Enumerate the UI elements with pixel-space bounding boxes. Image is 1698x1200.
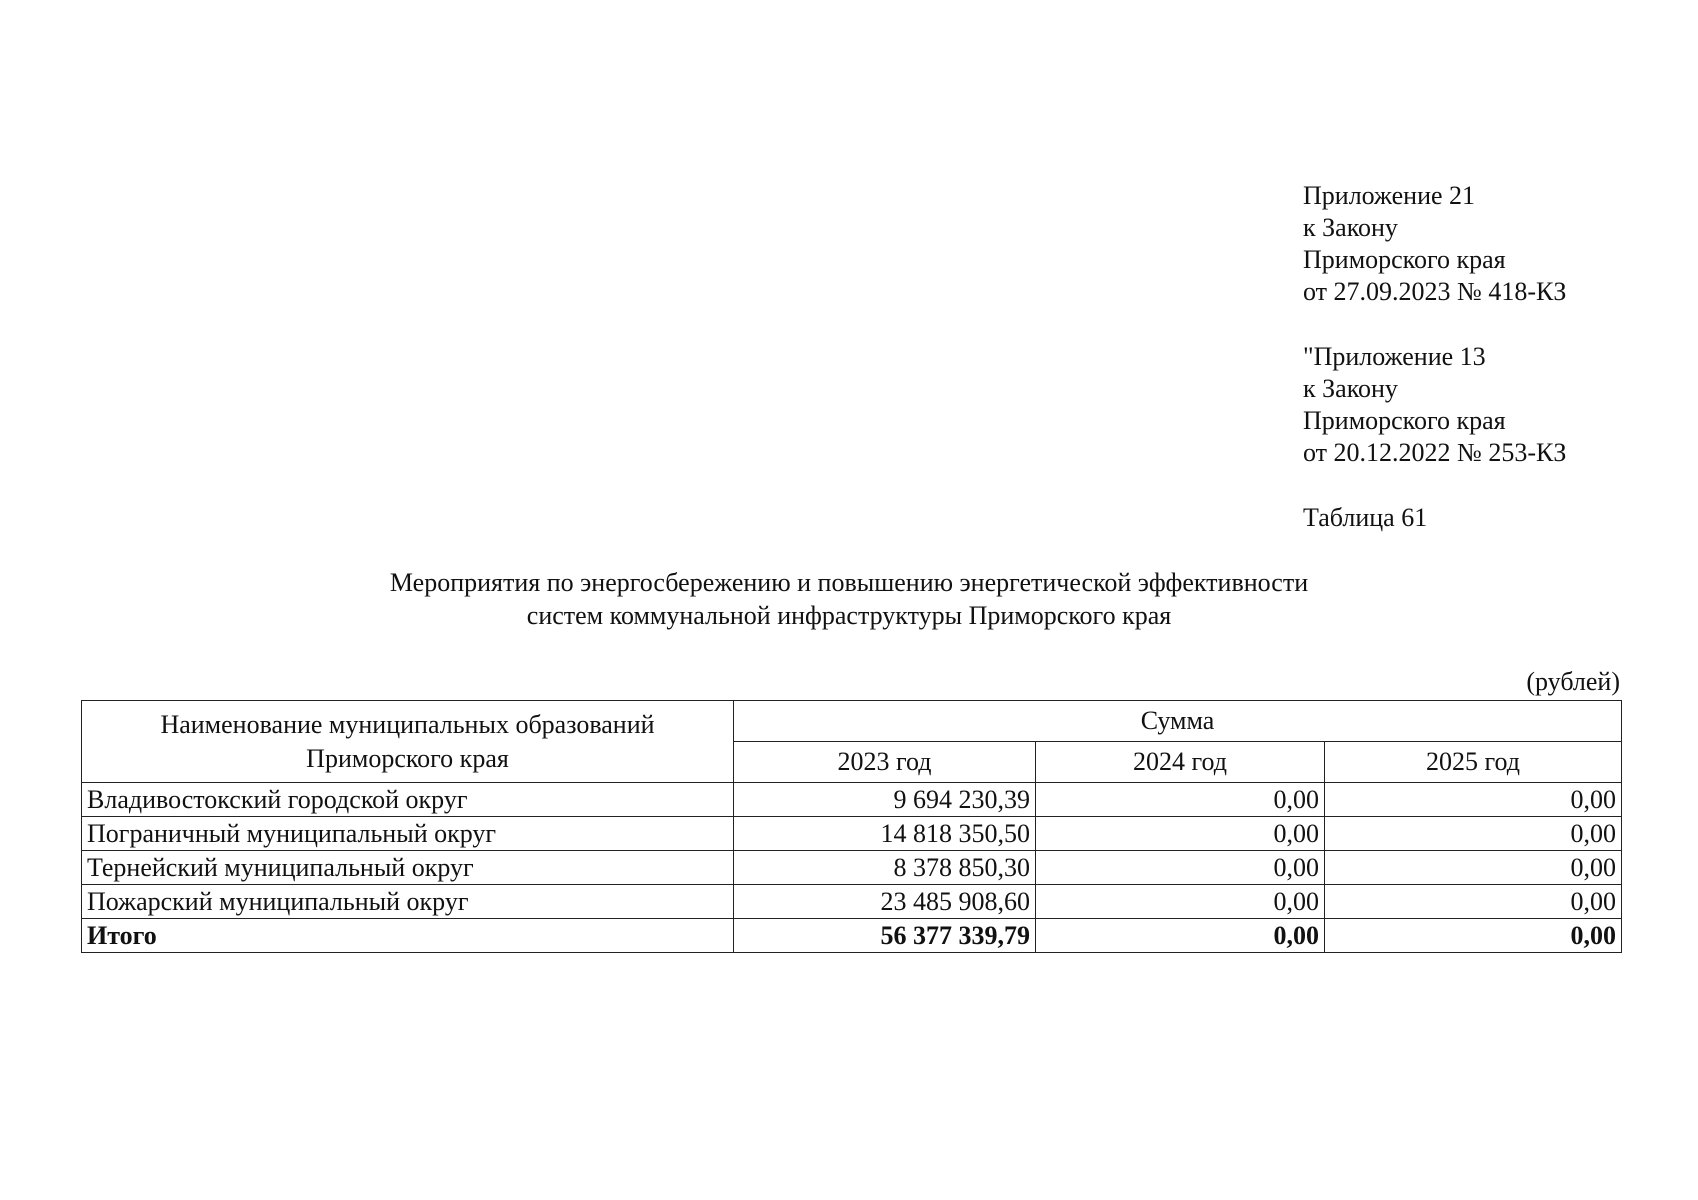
total-label: Итого xyxy=(82,919,734,953)
total-2024: 0,00 xyxy=(1036,919,1325,953)
municipality-name: Владивостокский городской округ xyxy=(82,783,734,817)
amount-2024: 0,00 xyxy=(1036,817,1325,851)
amount-2023: 8 378 850,30 xyxy=(734,851,1036,885)
amount-2025: 0,00 xyxy=(1325,783,1622,817)
document-title-line: Мероприятия по энергосбережению и повышению энергетической эффективности xyxy=(389,568,1309,597)
amount-2025: 0,00 xyxy=(1325,851,1622,885)
appendix-line: Приморского края xyxy=(1303,406,1506,435)
table-number: Таблица 61 xyxy=(1303,503,1428,532)
total-2025: 0,00 xyxy=(1325,919,1622,953)
appendix-line: Приложение 21 xyxy=(1303,181,1476,210)
amount-2024: 0,00 xyxy=(1036,783,1325,817)
table-row xyxy=(82,817,1622,851)
column-header-2025: 2025 год xyxy=(1325,742,1622,783)
amount-2025: 0,00 xyxy=(1325,885,1622,919)
table-row xyxy=(82,885,1622,919)
column-header-2023: 2023 год xyxy=(734,742,1036,783)
amount-2024: 0,00 xyxy=(1036,851,1325,885)
appendix-line: к Закону xyxy=(1303,213,1398,242)
appendix-line: от 20.12.2022 № 253-КЗ xyxy=(1303,438,1567,467)
municipality-name: Тернейский муниципальный округ xyxy=(82,851,734,885)
table-row xyxy=(82,851,1622,885)
total-2023: 56 377 339,79 xyxy=(734,919,1036,953)
amount-2024: 0,00 xyxy=(1036,885,1325,919)
document-title xyxy=(0,566,1698,632)
appendix-line: от 27.09.2023 № 418-КЗ xyxy=(1303,277,1567,306)
appendix-line: к Закону xyxy=(1303,374,1398,403)
document-title-line: систем коммунальной инфраструктуры Приморского края xyxy=(526,601,1172,630)
column-header-2024: 2024 год xyxy=(1036,742,1325,783)
budget-table xyxy=(81,700,1622,953)
units-label: (рублей) xyxy=(1526,667,1620,696)
appendix-line: "Приложение 13 xyxy=(1303,342,1486,371)
appendix-line: Приморского края xyxy=(1303,245,1506,274)
table-row xyxy=(82,783,1622,817)
column-header-municipality: Наименование муниципальных образований Приморского края xyxy=(82,701,734,783)
appendix-amended-reference xyxy=(1303,341,1663,469)
amount-2023: 23 485 908,60 xyxy=(734,885,1036,919)
municipality-name: Пограничный муниципальный округ xyxy=(82,817,734,851)
table-total-row xyxy=(82,919,1622,953)
amount-2023: 14 818 350,50 xyxy=(734,817,1036,851)
column-header-sum: Сумма xyxy=(734,701,1622,742)
amount-2025: 0,00 xyxy=(1325,817,1622,851)
appendix-current-reference xyxy=(1303,180,1663,308)
municipality-name: Пожарский муниципальный округ xyxy=(82,885,734,919)
amount-2023: 9 694 230,39 xyxy=(734,783,1036,817)
